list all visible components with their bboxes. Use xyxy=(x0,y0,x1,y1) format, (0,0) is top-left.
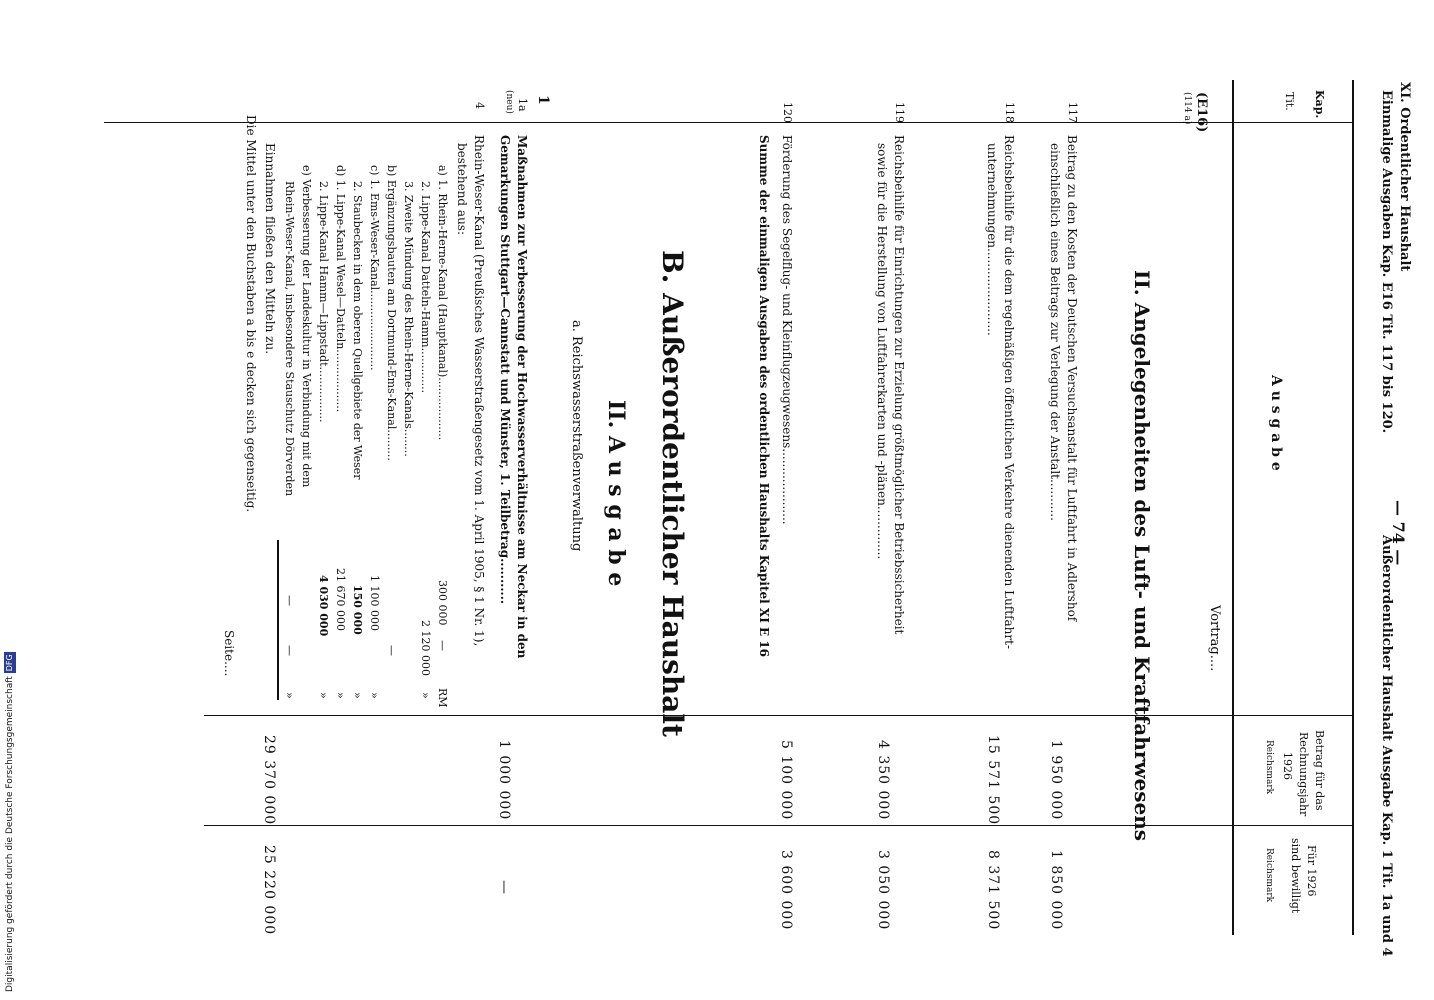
col-betrag-3: 1926 xyxy=(1281,752,1294,780)
entry-tit: 119 xyxy=(893,102,906,123)
kap-sub: (114 a) xyxy=(1182,92,1192,125)
col-kap: Kap. xyxy=(1313,90,1326,119)
seite-label: Seite.... xyxy=(222,630,236,677)
kap-label: (E16) xyxy=(1194,92,1209,133)
entry-line2: einschließlich eines Beitrags zur Verlegung der Anstalt........... xyxy=(1048,143,1062,521)
entry-1a-line1: Maßnahmen zur Verbesserung der Hochwasserverhältnisse am Neckar in den xyxy=(515,135,529,659)
entry-tit: 117 xyxy=(1066,102,1079,123)
entry-4-line2: bestehend aus: xyxy=(455,143,469,236)
col-betrag-1: Betrag für das xyxy=(1313,730,1326,811)
sub-item-label: b) Ergänzungsbauten am Dortmund-Ems-Kanal......... xyxy=(385,165,398,461)
digitization-text: Digitalisierung gefördert durch die Deutsche Forschungsgemeinschaft xyxy=(5,676,15,992)
sub-item-label: d) 1. Lippe-Kanal Wesel—Datteln.................. xyxy=(334,165,347,413)
col-bewilligt-unit: Reichsmark xyxy=(1264,848,1274,903)
sub-item-label: Rhein-Weser-Kanal, insbesondere Stauschutz Dörverden xyxy=(283,181,296,497)
entry-line2: sowie für die Herstellung von Luftfahrerkarten und -plänen.............. xyxy=(875,143,889,560)
bewilligt-column-rule xyxy=(204,825,1354,826)
b-title: B. Außerordentlicher Haushalt xyxy=(656,250,689,737)
entry-4-approved: 25 220 000 xyxy=(261,845,277,936)
sub-item-v1: 150 000 xyxy=(351,585,364,635)
sub-item-label: 2. Lippe-Kanal Hamm—Lippstadt................ xyxy=(317,181,330,423)
sub-item-unit: » xyxy=(419,692,432,699)
top-rule xyxy=(1352,80,1354,935)
entry-tit: 118 xyxy=(1003,102,1016,123)
entry-approved: 3 050 000 xyxy=(875,850,891,931)
entry-line2: unternehmungen....................... xyxy=(985,143,999,336)
sub-item-v1: 300 000 xyxy=(436,580,449,626)
sub-item-unit: » xyxy=(351,692,364,699)
sub-item-v2: — xyxy=(385,645,398,656)
entry-4-amount: 29 370 000 xyxy=(261,735,277,826)
sub-item-label: 2. Staubecken in dem oberen Quellgebiete der Weser xyxy=(351,181,364,480)
kap-1: 1 xyxy=(535,95,551,105)
entry-line1: Reichsbeihilfe für Einrichtungen zur Erzielung größtmöglicher Betriebssicherheit xyxy=(892,135,906,635)
entry-tit: 120 xyxy=(781,102,794,123)
entry-amount: 5 100 000 xyxy=(778,740,794,821)
entry-line1: Beitrag zu den Kosten der Deutschen Versuchsanstalt für Luftfahrt in Adlershof xyxy=(1065,135,1079,622)
header-section-right: Außerordentlicher Haushalt Ausgabe Kap. 1 Tit. 1a und 4 xyxy=(1379,535,1394,957)
col-bewilligt-2: sind bewilligt xyxy=(1289,838,1302,914)
sub-item-v1: 1 100 000 xyxy=(368,575,381,631)
entry-line1: Reichsbeihilfe für die dem regelmäßigen öffentlichen Verkehre dienenden Luftfahrt- xyxy=(1002,135,1016,650)
subtotal-rule xyxy=(277,540,279,700)
col-betrag-unit: Reichsmark xyxy=(1264,740,1274,795)
entry-approved: 3 600 000 xyxy=(778,850,794,931)
sub-item-label: e) Verbesserung der Landeskultur in Verbindung mit dem xyxy=(300,165,313,488)
einnahmen-note: Einnahmen fließen den Mitteln zu. xyxy=(263,143,277,355)
sub-item-label: 2. Lippe-Kanal Datteln-Hamm............. xyxy=(419,181,432,394)
entry-approved: 1 850 000 xyxy=(1048,850,1064,931)
header-section-left: XI. Ordentlicher Haushalt xyxy=(1397,82,1412,272)
b-subtitle: II. A u s g a b e xyxy=(603,400,629,587)
sub-item-v1: — xyxy=(283,595,296,606)
entry-4-tit: 4 xyxy=(473,102,486,109)
sub-item-v1: 4 030 000 xyxy=(317,575,330,637)
col-tit: Tit. xyxy=(1283,92,1296,111)
entry-4-line1: Rhein-Weser-Kanal (Preußisches Wasserstraßengesetz vom 1. April 1905, § 1 Nr. 1), xyxy=(472,135,486,647)
dfg-logo: DFG xyxy=(5,654,14,672)
entry-1a-tit: 1a xyxy=(516,98,529,112)
sub-item-label: a) 1. Rhein-Herne-Kanal (Hauptkanal).................. xyxy=(436,165,449,441)
sub-item-v2: — xyxy=(436,640,449,651)
sub-item-v2: 2 120 000 xyxy=(419,620,432,676)
entry-1a-approved: — xyxy=(496,880,512,895)
sub-item-label: c) 1. Ems-Weser-Kanal....................... xyxy=(368,165,381,371)
sub-item-unit: RM xyxy=(436,688,449,708)
entry-1a-line2: Gemarkungen Stuttgart—Cannstatt und Münster, 1. Teilbetrag........... xyxy=(498,135,512,605)
entry-1a-tit-sub: (neu) xyxy=(504,90,514,114)
entry-amount: 15 571 500 xyxy=(985,735,1001,826)
sub-item-unit: » xyxy=(334,692,347,699)
sub-item-unit: » xyxy=(283,692,296,699)
sub-item-unit: » xyxy=(317,692,330,699)
betrag-column-rule xyxy=(204,715,1354,716)
entry-amount: 1 950 000 xyxy=(1048,740,1064,821)
summe-label: Summe der einmaligen Ausgaben des ordentlichen Haushalts Kapitel XI E 16 xyxy=(757,135,771,658)
vortrag: Vortrag.... xyxy=(1207,605,1222,672)
tit-column-rule xyxy=(104,122,1354,123)
b-subsubtitle: a. Reichswasserstraßenverwaltung xyxy=(569,320,584,552)
entry-line1: Förderung des Segelflug- und Kleinflugzeugwesens.................... xyxy=(780,135,794,525)
col-ausgabe: A u s g a b e xyxy=(1268,375,1284,471)
entry-approved: 8 371 500 xyxy=(985,850,1001,931)
section-title: II. Angelegenheiten des Luft- und Kraftfahrwesens xyxy=(1130,270,1154,842)
header-rule xyxy=(1232,80,1234,935)
col-bewilligt-1: Für 1926 xyxy=(1305,845,1318,897)
entry-amount: 4 350 000 xyxy=(875,740,891,821)
sub-item-v2: — xyxy=(283,645,296,656)
page-number: — 74 — xyxy=(1389,500,1408,566)
coverage-note: Die Mittel unter den Buchstaben a bis e decken sich gegenseitig. xyxy=(244,115,258,513)
col-betrag-2: Rechnungsjahr xyxy=(1297,732,1310,817)
sub-item-v1: 21 670 000 xyxy=(334,568,347,631)
entry-1a-amount: 1 000 000 xyxy=(496,740,512,821)
sub-item-unit: » xyxy=(368,692,381,699)
sub-item-label: 3. Zweite Mündung des Rhein-Herne-Kanals........ xyxy=(402,181,415,457)
header-subtitle-left: Einmalige Ausgaben Kap. E16 Tit. 117 bis 120. xyxy=(1379,90,1394,434)
